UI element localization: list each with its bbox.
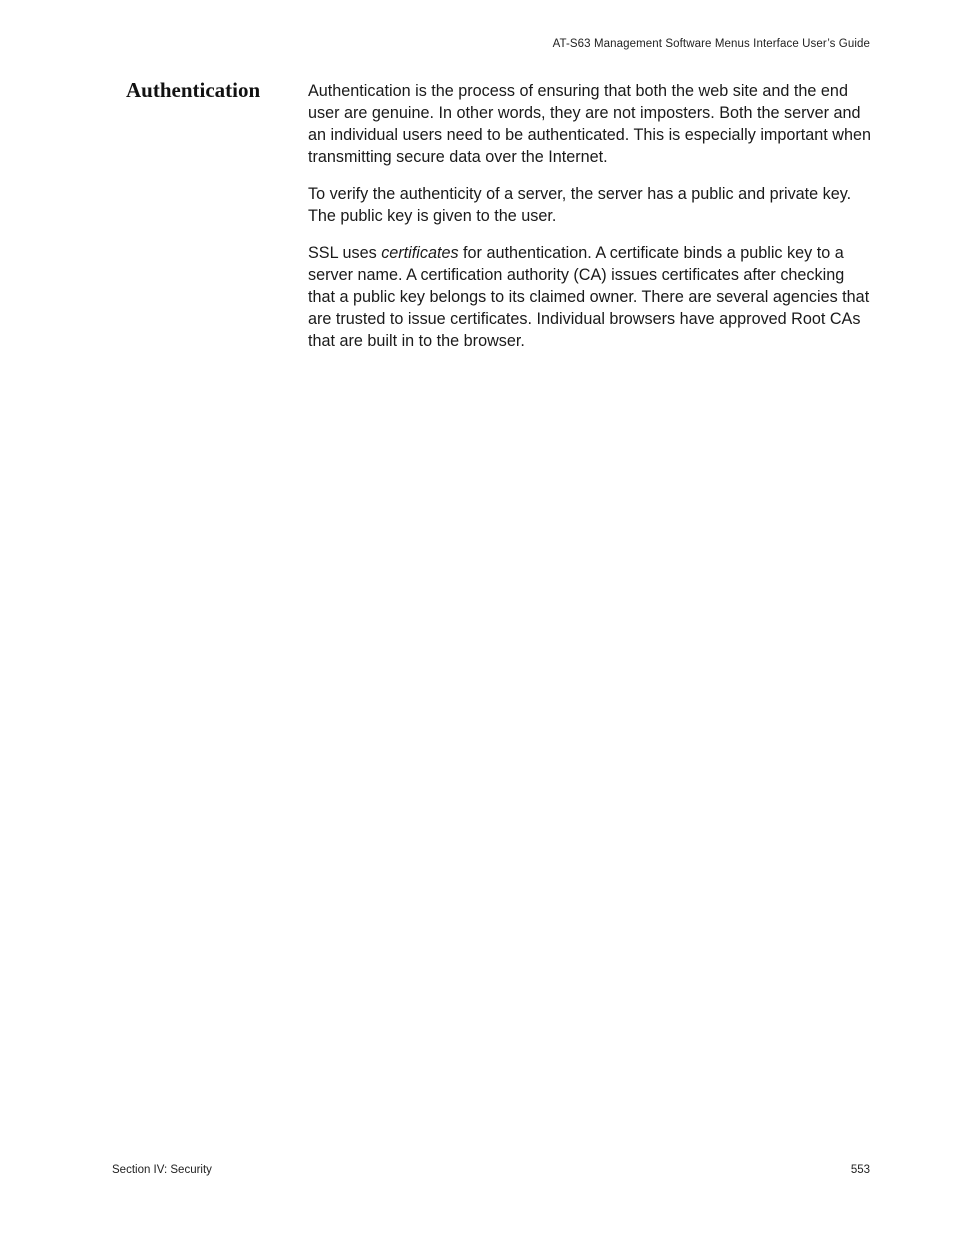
certificates-term: certificates [381,244,459,262]
paragraph-definition: Authentication is the process of ensuring that both the web site and the end user are genuine. In other words, they are not imposters. Both the server and an individual users need to be authenticated. This is especially important when transmitting secure data over the Internet. [308,82,872,166]
running-header: AT-S63 Management Software Menus Interface User’s Guide [552,38,870,50]
paragraph-certificates [308,242,874,352]
section-heading: Authentication [126,78,261,102]
footer-page-number: 553 [850,1164,870,1176]
section-body [308,80,874,367]
paragraph-server-key: To verify the authenticity of a server, the server has a public and private key. The public key is given to the user. [308,185,852,225]
paragraph-certificates-rest: for authentication. A certificate binds a public key to a server name. A certification authority (CA) issues certificates after checking that a public key belongs to its claimed owner. There are several agencies that are trusted to issue certificates. Individual browsers have approved Root CAs that are built in to the browser. [308,244,870,350]
footer-section-label: Section IV: Security [112,1164,212,1176]
paragraph-certificates-lead: SSL uses [308,244,382,262]
